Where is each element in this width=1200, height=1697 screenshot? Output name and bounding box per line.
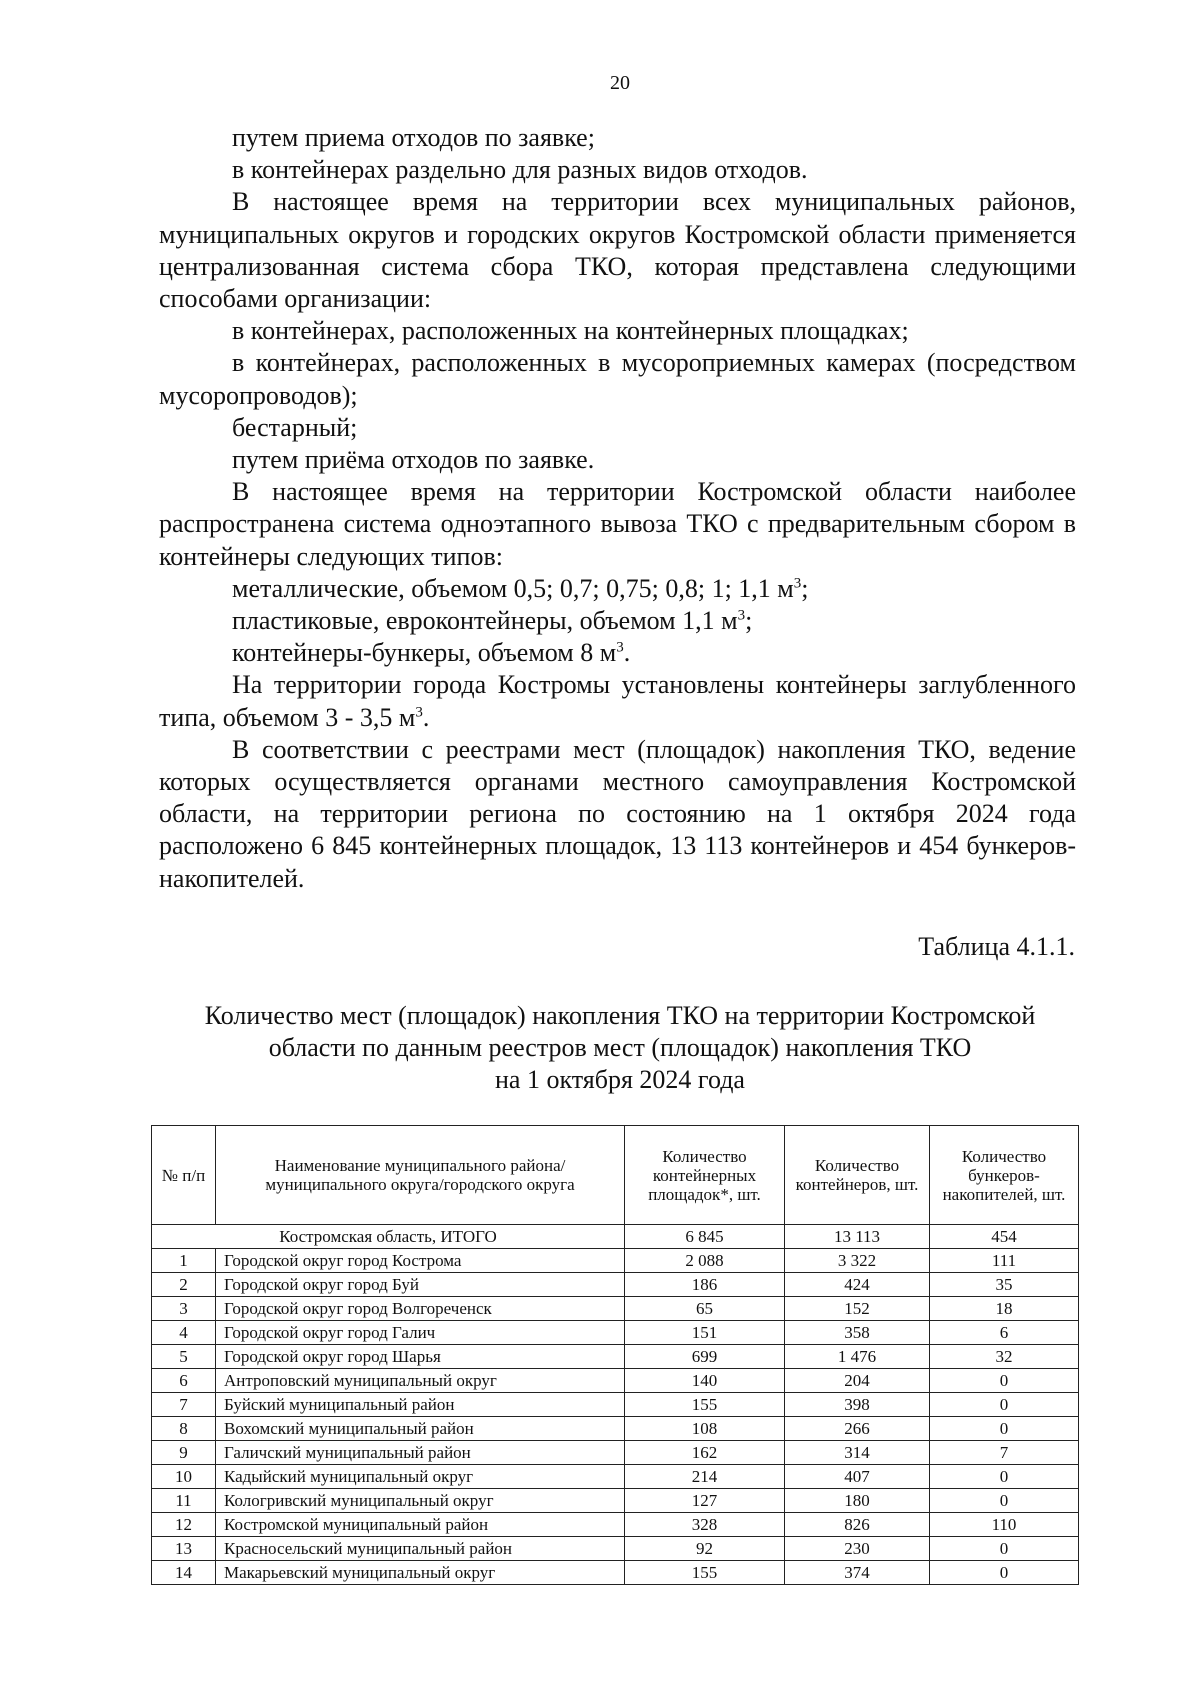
table-title	[150, 1000, 1090, 1096]
row-num: 13	[152, 1537, 216, 1561]
row-sites: 108	[625, 1417, 785, 1441]
row-sites: 328	[625, 1513, 785, 1537]
row-name: Красносельский муниципальный район	[216, 1537, 625, 1561]
paragraph-text: контейнеры-бункеры, объемом 8 м	[232, 638, 617, 668]
table-title-line: на 1 октября 2024 года	[495, 1065, 745, 1094]
row-num: 11	[152, 1489, 216, 1513]
superscript: 3	[793, 575, 802, 592]
table-row	[152, 1273, 1079, 1297]
row-containers: 1 476	[785, 1345, 930, 1369]
table-row	[152, 1561, 1079, 1585]
row-num: 2	[152, 1273, 216, 1297]
row-name: Костромской муниципальный район	[216, 1513, 625, 1537]
row-bunkers: 0	[930, 1537, 1079, 1561]
total-containers: 13 113	[785, 1225, 930, 1249]
paragraph: в контейнерах раздельно для разных видов отходов.	[232, 155, 808, 185]
table-title-line: Количество мест (площадок) накопления ТКО на территории Костромской	[204, 1001, 1036, 1030]
paragraph: бестарный;	[232, 412, 358, 442]
row-name: Антроповский муниципальный округ	[216, 1369, 625, 1393]
row-sites: 699	[625, 1345, 785, 1369]
col-header-bunkers: Количество бункеров-накопителей, шт.	[930, 1126, 1079, 1225]
row-containers: 230	[785, 1537, 930, 1561]
row-name: Городской округ город Шарья	[216, 1345, 625, 1369]
paragraph: В соответствии с реестрами мест (площадок) накопления ТКО, ведение которых осуществляется органами местного самоуправления Костромской области, на территории региона по состоянию на 1 октября 2024 года расположено 6 845 контейнерных площадок, 13 113 контейнеров и 454 бункеров-накопителей.	[159, 734, 1076, 893]
col-header-num: № п/п	[152, 1126, 216, 1225]
row-num: 14	[152, 1561, 216, 1585]
paragraph: В настоящее время на территории Костромской области наиболее распространена система одноэтапного вывоза ТКО с предварительным сбором в контейнеры следующих типов:	[159, 477, 1076, 571]
row-bunkers: 0	[930, 1465, 1079, 1489]
paragraph-text: металлические, объемом 0,5; 0,7; 0,75; 0,8; 1; 1,1 м	[232, 573, 794, 603]
table-row	[152, 1513, 1079, 1537]
row-containers: 266	[785, 1417, 930, 1441]
row-name: Городской округ город Волгореченск	[216, 1297, 625, 1321]
row-num: 1	[152, 1249, 216, 1273]
superscript: 3	[616, 639, 624, 656]
row-bunkers: 32	[930, 1345, 1079, 1369]
table-row	[152, 1321, 1079, 1345]
row-bunkers: 0	[930, 1489, 1079, 1513]
row-sites: 162	[625, 1441, 785, 1465]
row-containers: 407	[785, 1465, 930, 1489]
row-name: Вохомский муниципальный район	[216, 1417, 625, 1441]
row-containers: 398	[785, 1393, 930, 1417]
row-num: 12	[152, 1513, 216, 1537]
row-containers: 374	[785, 1561, 930, 1585]
row-sites: 140	[625, 1369, 785, 1393]
total-name: Костромская область, ИТОГО	[152, 1225, 625, 1249]
paragraph: В настоящее время на территории всех муниципальных районов, муниципальных округов и городских округов Костромской области применяется централизованная система сбора ТКО, которая представлена следующими способами организации:	[159, 187, 1076, 314]
row-bunkers: 0	[930, 1369, 1079, 1393]
row-containers: 424	[785, 1273, 930, 1297]
row-sites: 151	[625, 1321, 785, 1345]
row-num: 10	[152, 1465, 216, 1489]
row-name: Буйский муниципальный район	[216, 1393, 625, 1417]
row-name: Галичский муниципальный район	[216, 1441, 625, 1465]
row-sites: 214	[625, 1465, 785, 1489]
table-row	[152, 1489, 1079, 1513]
row-num: 6	[152, 1369, 216, 1393]
row-name: Кологривский муниципальный округ	[216, 1489, 625, 1513]
paragraph: пластиковые, евроконтейнеры, объемом 1,1 $м^3$;	[232, 606, 753, 636]
row-bunkers: 111	[930, 1249, 1079, 1273]
row-bunkers: 0	[930, 1393, 1079, 1417]
row-containers: 204	[785, 1369, 930, 1393]
row-name: Городской округ город Кострома	[216, 1249, 625, 1273]
paragraph: в контейнерах, расположенных в мусороприемных камерах (посредством мусоропроводов);	[159, 348, 1076, 410]
data-table	[151, 1125, 1079, 1585]
row-name: Макарьевский муниципальный округ	[216, 1561, 625, 1585]
table-row	[152, 1369, 1079, 1393]
table-title-line: области по данным реестров мест (площадок) накопления ТКО	[268, 1033, 972, 1062]
paragraph: На территории города Костромы установлены контейнеры заглубленного типа, объемом 3 - 3,5 $м^3$.	[159, 670, 1076, 732]
table-row	[152, 1417, 1079, 1441]
col-header-sites: Количество контейнерных площадок*, шт.	[625, 1126, 785, 1225]
row-bunkers: 110	[930, 1513, 1079, 1537]
superscript: 3	[737, 607, 746, 624]
row-sites: 155	[625, 1561, 785, 1585]
row-bunkers: 0	[930, 1561, 1079, 1585]
paragraph-text: пластиковые, евроконтейнеры, объемом 1,1 м	[232, 606, 738, 636]
table-body	[152, 1225, 1079, 1585]
row-sites: 186	[625, 1273, 785, 1297]
row-bunkers: 6	[930, 1321, 1079, 1345]
superscript: 3	[415, 704, 423, 720]
page-number: 20	[610, 72, 630, 94]
row-sites: 92	[625, 1537, 785, 1561]
table-row	[152, 1297, 1079, 1321]
row-sites: 2 088	[625, 1249, 785, 1273]
row-containers: 826	[785, 1513, 930, 1537]
table-label: Таблица 4.1.1.	[918, 932, 1075, 961]
row-name: Кадыйский муниципальный округ	[216, 1465, 625, 1489]
paragraph: контейнеры-бункеры, объемом 8 $м^3$.	[232, 638, 631, 668]
paragraph: металлические, объемом 0,5; 0,7; 0,75; 0,8; 1; 1,1 $м^3$;	[232, 573, 809, 603]
table-row	[152, 1465, 1079, 1489]
col-header-containers: Количество контейнеров, шт.	[785, 1126, 930, 1225]
table-row	[152, 1249, 1079, 1273]
row-containers: 358	[785, 1321, 930, 1345]
row-num: 5	[152, 1345, 216, 1369]
row-bunkers: 18	[930, 1297, 1079, 1321]
row-num: 4	[152, 1321, 216, 1345]
row-bunkers: 35	[930, 1273, 1079, 1297]
row-containers: 180	[785, 1489, 930, 1513]
row-sites: 127	[625, 1489, 785, 1513]
row-name: Городской округ город Буй	[216, 1273, 625, 1297]
row-containers: 314	[785, 1441, 930, 1465]
total-row	[152, 1225, 1079, 1249]
row-num: 3	[152, 1297, 216, 1321]
row-sites: 155	[625, 1393, 785, 1417]
paragraph: путем приёма отходов по заявке.	[232, 445, 595, 475]
paragraph-text: На территории города Костромы установлены контейнеры заглубленного типа, объемом 3 - 3,5 м	[159, 670, 1076, 732]
total-sites: 6 845	[625, 1225, 785, 1249]
paragraph: путем приема отходов по заявке;	[232, 123, 595, 152]
row-num: 8	[152, 1417, 216, 1441]
row-num: 7	[152, 1393, 216, 1417]
table-row	[152, 1537, 1079, 1561]
row-bunkers: 0	[930, 1417, 1079, 1441]
table-row	[152, 1441, 1079, 1465]
table-header-row	[152, 1126, 1079, 1225]
row-bunkers: 7	[930, 1441, 1079, 1465]
table-row	[152, 1345, 1079, 1369]
total-bunkers: 454	[930, 1225, 1079, 1249]
row-sites: 65	[625, 1297, 785, 1321]
paragraph: в контейнерах, расположенных на контейнерных площадках;	[232, 316, 909, 346]
row-num: 9	[152, 1441, 216, 1465]
row-name: Городской округ город Галич	[216, 1321, 625, 1345]
row-containers: 3 322	[785, 1249, 930, 1273]
body-text	[159, 122, 1076, 895]
table-row	[152, 1393, 1079, 1417]
col-header-name: Наименование муниципального района/муниципального округа/городского округа	[216, 1126, 625, 1225]
row-containers: 152	[785, 1297, 930, 1321]
